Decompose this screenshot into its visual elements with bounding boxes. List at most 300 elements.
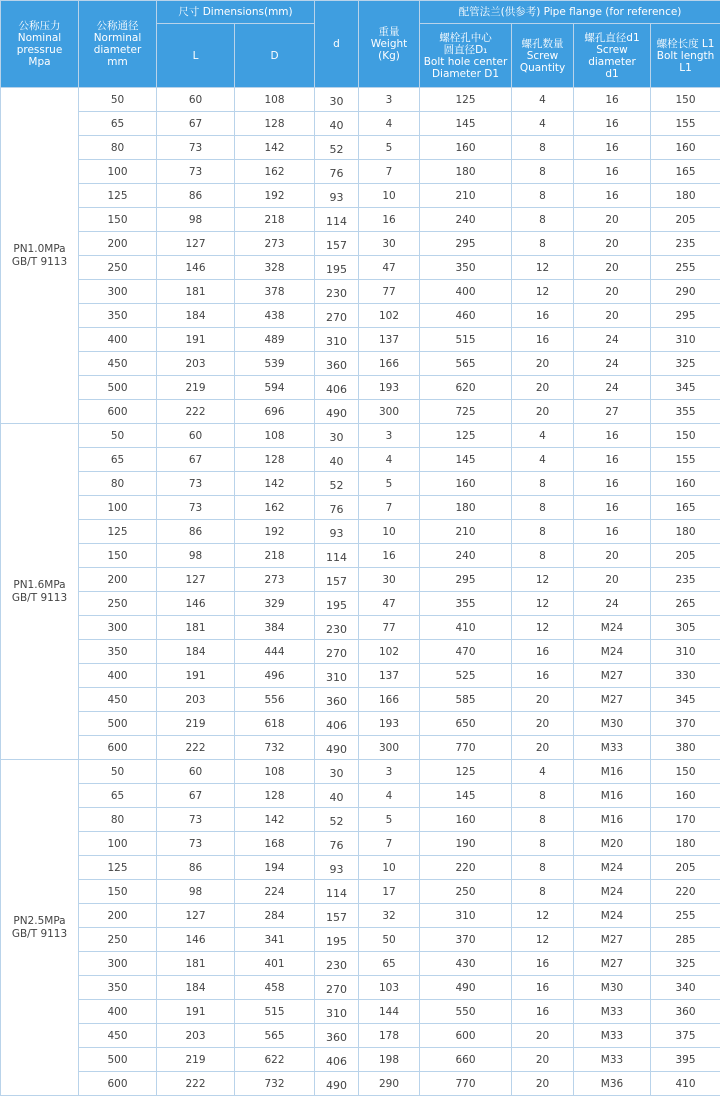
cell-L1: 345: [651, 376, 720, 400]
cell-quantity: 8: [512, 136, 574, 160]
cell-d: 76: [315, 496, 359, 520]
cell-D: 328: [235, 256, 315, 280]
cell-L: 73: [157, 160, 235, 184]
cell-d: 40: [315, 448, 359, 472]
cell-D1: 470: [420, 640, 512, 664]
cell-D1: 145: [420, 448, 512, 472]
cell-L: 73: [157, 472, 235, 496]
table-row: [1, 736, 720, 760]
cell-weight: 7: [359, 832, 420, 856]
cell-weight: 102: [359, 304, 420, 328]
table-row: [1, 304, 720, 328]
cell-diameter: 250: [79, 592, 157, 616]
cell-D: 622: [235, 1048, 315, 1072]
cell-D1: 250: [420, 880, 512, 904]
cell-weight: 5: [359, 472, 420, 496]
cell-L: 184: [157, 304, 235, 328]
cell-diameter: 400: [79, 1000, 157, 1024]
header-pressure: 公称压力 Nominal pressrue Mpa: [1, 1, 79, 88]
cell-D: 168: [235, 832, 315, 856]
cell-weight: 300: [359, 400, 420, 424]
cell-D1: 430: [420, 952, 512, 976]
cell-L1: 310: [651, 328, 720, 352]
table-row: [1, 904, 720, 928]
cell-diameter: 400: [79, 664, 157, 688]
cell-quantity: 4: [512, 112, 574, 136]
cell-L: 222: [157, 1072, 235, 1096]
cell-weight: 65: [359, 952, 420, 976]
cell-L: 86: [157, 520, 235, 544]
cell-quantity: 20: [512, 376, 574, 400]
header-quantity: 螺孔数量 Screw Quantity: [512, 24, 574, 88]
cell-d: 230: [315, 952, 359, 976]
table-row: [1, 496, 720, 520]
cell-quantity: 8: [512, 232, 574, 256]
cell-quantity: 4: [512, 760, 574, 784]
table-row: [1, 232, 720, 256]
cell-d: 40: [315, 112, 359, 136]
cell-d1: M24: [574, 640, 651, 664]
cell-diameter: 150: [79, 544, 157, 568]
cell-D: 128: [235, 448, 315, 472]
cell-diameter: 450: [79, 352, 157, 376]
cell-D: 732: [235, 736, 315, 760]
table-row: [1, 352, 720, 376]
cell-D1: 190: [420, 832, 512, 856]
cell-L: 146: [157, 928, 235, 952]
cell-L: 73: [157, 808, 235, 832]
cell-D1: 160: [420, 808, 512, 832]
cell-L1: 235: [651, 568, 720, 592]
cell-d1: 16: [574, 112, 651, 136]
cell-quantity: 16: [512, 664, 574, 688]
cell-L1: 235: [651, 232, 720, 256]
cell-quantity: 16: [512, 304, 574, 328]
cell-diameter: 150: [79, 208, 157, 232]
cell-quantity: 8: [512, 208, 574, 232]
cell-D1: 525: [420, 664, 512, 688]
cell-D: 401: [235, 952, 315, 976]
cell-D1: 180: [420, 496, 512, 520]
cell-quantity: 20: [512, 400, 574, 424]
cell-d: 270: [315, 976, 359, 1000]
cell-L: 146: [157, 592, 235, 616]
cell-quantity: 16: [512, 328, 574, 352]
cell-L1: 155: [651, 112, 720, 136]
cell-D1: 295: [420, 568, 512, 592]
cell-quantity: 20: [512, 352, 574, 376]
header-D: D: [235, 24, 315, 88]
cell-quantity: 8: [512, 496, 574, 520]
cell-weight: 10: [359, 184, 420, 208]
header-L: L: [157, 24, 235, 88]
table-row: [1, 1072, 720, 1096]
cell-D: 128: [235, 784, 315, 808]
cell-quantity: 12: [512, 592, 574, 616]
cell-d: 310: [315, 664, 359, 688]
cell-quantity: 4: [512, 424, 574, 448]
cell-weight: 47: [359, 256, 420, 280]
cell-d1: 16: [574, 448, 651, 472]
cell-D1: 620: [420, 376, 512, 400]
cell-quantity: 8: [512, 544, 574, 568]
cell-d: 230: [315, 280, 359, 304]
cell-L1: 170: [651, 808, 720, 832]
cell-d: 490: [315, 736, 359, 760]
cell-D1: 660: [420, 1048, 512, 1072]
cell-L: 191: [157, 1000, 235, 1024]
table-row: [1, 208, 720, 232]
cell-D1: 370: [420, 928, 512, 952]
cell-D: 108: [235, 760, 315, 784]
cell-d: 310: [315, 328, 359, 352]
cell-diameter: 350: [79, 976, 157, 1000]
cell-d1: 24: [574, 352, 651, 376]
cell-D1: 600: [420, 1024, 512, 1048]
table-row: [1, 784, 720, 808]
cell-L1: 160: [651, 784, 720, 808]
cell-d: 40: [315, 784, 359, 808]
cell-weight: 290: [359, 1072, 420, 1096]
cell-d: 195: [315, 928, 359, 952]
cell-diameter: 200: [79, 904, 157, 928]
cell-D1: 160: [420, 472, 512, 496]
cell-diameter: 125: [79, 856, 157, 880]
table-row: [1, 1000, 720, 1024]
header-diameter: 公称通径 Norminal diameter mm: [79, 1, 157, 88]
cell-L: 73: [157, 136, 235, 160]
cell-weight: 16: [359, 544, 420, 568]
cell-quantity: 20: [512, 712, 574, 736]
cell-D: 218: [235, 208, 315, 232]
cell-d: 93: [315, 184, 359, 208]
cell-diameter: 125: [79, 184, 157, 208]
cell-d: 52: [315, 136, 359, 160]
cell-quantity: 16: [512, 976, 574, 1000]
cell-d: 195: [315, 256, 359, 280]
cell-d: 157: [315, 904, 359, 928]
cell-L1: 345: [651, 688, 720, 712]
cell-quantity: 20: [512, 736, 574, 760]
cell-D: 341: [235, 928, 315, 952]
table-row: [1, 328, 720, 352]
table-row: [1, 544, 720, 568]
table-row: [1, 256, 720, 280]
cell-d1: 16: [574, 88, 651, 112]
cell-L1: 165: [651, 496, 720, 520]
cell-D1: 550: [420, 1000, 512, 1024]
cell-D: 284: [235, 904, 315, 928]
cell-L1: 310: [651, 640, 720, 664]
cell-D1: 220: [420, 856, 512, 880]
table-row: [1, 712, 720, 736]
cell-d1: M24: [574, 616, 651, 640]
cell-D1: 125: [420, 88, 512, 112]
cell-diameter: 350: [79, 304, 157, 328]
cell-weight: 10: [359, 856, 420, 880]
cell-L1: 255: [651, 904, 720, 928]
cell-diameter: 150: [79, 880, 157, 904]
cell-L1: 295: [651, 304, 720, 328]
cell-d: 93: [315, 520, 359, 544]
cell-quantity: 4: [512, 88, 574, 112]
table-row: [1, 664, 720, 688]
table-header: [1, 1, 720, 88]
cell-D: 329: [235, 592, 315, 616]
cell-diameter: 100: [79, 496, 157, 520]
cell-D: 444: [235, 640, 315, 664]
cell-d1: 16: [574, 472, 651, 496]
cell-D: 732: [235, 1072, 315, 1096]
cell-d1: M27: [574, 688, 651, 712]
cell-weight: 3: [359, 424, 420, 448]
table-row: [1, 424, 720, 448]
cell-diameter: 200: [79, 568, 157, 592]
cell-d: 52: [315, 472, 359, 496]
cell-weight: 30: [359, 232, 420, 256]
cell-D1: 240: [420, 208, 512, 232]
cell-d1: M24: [574, 856, 651, 880]
cell-weight: 4: [359, 448, 420, 472]
table-row: [1, 280, 720, 304]
cell-D: 162: [235, 160, 315, 184]
cell-diameter: 500: [79, 1048, 157, 1072]
cell-d: 30: [315, 424, 359, 448]
cell-d: 52: [315, 808, 359, 832]
cell-quantity: 12: [512, 928, 574, 952]
cell-D: 696: [235, 400, 315, 424]
cell-weight: 47: [359, 592, 420, 616]
cell-d: 490: [315, 400, 359, 424]
cell-L: 73: [157, 832, 235, 856]
cell-L: 219: [157, 712, 235, 736]
cell-d: 310: [315, 1000, 359, 1024]
table-row: [1, 88, 720, 112]
header-D1: 螺栓孔中心 圆直径D₁ Bolt hole center Diameter D1: [420, 24, 512, 88]
cell-L1: 305: [651, 616, 720, 640]
cell-D1: 160: [420, 136, 512, 160]
cell-quantity: 12: [512, 568, 574, 592]
cell-d1: 20: [574, 208, 651, 232]
cell-L1: 165: [651, 160, 720, 184]
cell-D: 384: [235, 616, 315, 640]
cell-D: 556: [235, 688, 315, 712]
cell-weight: 7: [359, 496, 420, 520]
cell-L1: 375: [651, 1024, 720, 1048]
table-row: [1, 184, 720, 208]
cell-L1: 395: [651, 1048, 720, 1072]
cell-d1: 20: [574, 280, 651, 304]
cell-D: 458: [235, 976, 315, 1000]
cell-D: 128: [235, 112, 315, 136]
cell-D: 192: [235, 184, 315, 208]
cell-d1: M30: [574, 712, 651, 736]
cell-d: 114: [315, 880, 359, 904]
cell-weight: 7: [359, 160, 420, 184]
cell-quantity: 4: [512, 448, 574, 472]
cell-D1: 770: [420, 1072, 512, 1096]
cell-d: 270: [315, 640, 359, 664]
cell-D: 142: [235, 136, 315, 160]
cell-L1: 265: [651, 592, 720, 616]
cell-d: 195: [315, 592, 359, 616]
cell-L1: 180: [651, 520, 720, 544]
table-row: [1, 592, 720, 616]
cell-L: 191: [157, 664, 235, 688]
cell-d1: M33: [574, 736, 651, 760]
cell-d1: 16: [574, 160, 651, 184]
cell-diameter: 200: [79, 232, 157, 256]
cell-D: 618: [235, 712, 315, 736]
cell-quantity: 20: [512, 1048, 574, 1072]
cell-quantity: 8: [512, 808, 574, 832]
cell-quantity: 20: [512, 688, 574, 712]
cell-d1: 24: [574, 592, 651, 616]
cell-D: 594: [235, 376, 315, 400]
cell-D1: 125: [420, 760, 512, 784]
cell-weight: 17: [359, 880, 420, 904]
cell-D1: 400: [420, 280, 512, 304]
header-weight: 重量 Weight (Kg): [359, 1, 420, 88]
table-row: [1, 160, 720, 184]
cell-diameter: 600: [79, 400, 157, 424]
header-flange: 配管法兰(供参考) Pipe flange (for reference): [420, 1, 720, 24]
cell-weight: 10: [359, 520, 420, 544]
cell-D1: 210: [420, 520, 512, 544]
cell-L1: 410: [651, 1072, 720, 1096]
cell-L1: 150: [651, 88, 720, 112]
cell-quantity: 12: [512, 256, 574, 280]
cell-D1: 725: [420, 400, 512, 424]
cell-L: 146: [157, 256, 235, 280]
cell-D1: 350: [420, 256, 512, 280]
cell-d: 360: [315, 352, 359, 376]
cell-L: 67: [157, 784, 235, 808]
cell-diameter: 65: [79, 448, 157, 472]
table-body: [1, 88, 720, 1096]
table-row: [1, 760, 720, 784]
cell-D1: 145: [420, 784, 512, 808]
table-row: [1, 520, 720, 544]
cell-diameter: 80: [79, 136, 157, 160]
cell-d1: M27: [574, 664, 651, 688]
cell-d1: 16: [574, 184, 651, 208]
cell-L1: 325: [651, 952, 720, 976]
cell-quantity: 12: [512, 904, 574, 928]
cell-L1: 155: [651, 448, 720, 472]
cell-weight: 137: [359, 328, 420, 352]
cell-L: 184: [157, 976, 235, 1000]
cell-D1: 565: [420, 352, 512, 376]
cell-quantity: 8: [512, 856, 574, 880]
cell-L: 181: [157, 280, 235, 304]
cell-D: 496: [235, 664, 315, 688]
cell-L1: 340: [651, 976, 720, 1000]
cell-D: 108: [235, 88, 315, 112]
cell-D1: 125: [420, 424, 512, 448]
cell-L: 86: [157, 184, 235, 208]
cell-L1: 325: [651, 352, 720, 376]
cell-d: 114: [315, 544, 359, 568]
cell-L1: 330: [651, 664, 720, 688]
cell-weight: 103: [359, 976, 420, 1000]
table-row: [1, 928, 720, 952]
cell-D1: 180: [420, 160, 512, 184]
cell-d1: 16: [574, 496, 651, 520]
cell-d1: 20: [574, 256, 651, 280]
cell-d1: M27: [574, 928, 651, 952]
cell-quantity: 8: [512, 520, 574, 544]
cell-L1: 360: [651, 1000, 720, 1024]
cell-d1: M24: [574, 880, 651, 904]
cell-L: 127: [157, 232, 235, 256]
cell-diameter: 500: [79, 376, 157, 400]
cell-D: 108: [235, 424, 315, 448]
cell-D: 194: [235, 856, 315, 880]
cell-diameter: 125: [79, 520, 157, 544]
cell-d1: M20: [574, 832, 651, 856]
cell-quantity: 8: [512, 832, 574, 856]
cell-d1: 24: [574, 328, 651, 352]
header-L1: 螺栓长度 L1 Bolt length L1: [651, 24, 720, 88]
cell-d1: 16: [574, 424, 651, 448]
cell-d: 270: [315, 304, 359, 328]
cell-diameter: 500: [79, 712, 157, 736]
cell-L: 60: [157, 760, 235, 784]
cell-weight: 3: [359, 88, 420, 112]
pressure-cell: PN1.6MPa GB/T 9113: [1, 424, 79, 760]
pressure-cell: PN2.5MPa GB/T 9113: [1, 760, 79, 1096]
cell-d: 30: [315, 760, 359, 784]
cell-L: 67: [157, 112, 235, 136]
cell-diameter: 300: [79, 280, 157, 304]
cell-quantity: 12: [512, 280, 574, 304]
cell-L1: 285: [651, 928, 720, 952]
cell-diameter: 300: [79, 952, 157, 976]
cell-D: 438: [235, 304, 315, 328]
cell-D1: 210: [420, 184, 512, 208]
cell-D: 162: [235, 496, 315, 520]
cell-weight: 102: [359, 640, 420, 664]
cell-L1: 150: [651, 424, 720, 448]
cell-d: 157: [315, 232, 359, 256]
cell-L: 222: [157, 736, 235, 760]
cell-weight: 32: [359, 904, 420, 928]
cell-d1: M30: [574, 976, 651, 1000]
cell-d: 406: [315, 1048, 359, 1072]
table-row: [1, 832, 720, 856]
cell-quantity: 8: [512, 160, 574, 184]
cell-L: 191: [157, 328, 235, 352]
table-row: [1, 856, 720, 880]
table-row: [1, 616, 720, 640]
cell-D1: 770: [420, 736, 512, 760]
cell-weight: 193: [359, 376, 420, 400]
cell-L1: 180: [651, 832, 720, 856]
cell-weight: 5: [359, 808, 420, 832]
cell-diameter: 50: [79, 88, 157, 112]
cell-L1: 180: [651, 184, 720, 208]
cell-D1: 410: [420, 616, 512, 640]
cell-L1: 205: [651, 208, 720, 232]
cell-L: 60: [157, 88, 235, 112]
table-row: [1, 568, 720, 592]
cell-d1: M36: [574, 1072, 651, 1096]
cell-diameter: 450: [79, 688, 157, 712]
cell-D1: 310: [420, 904, 512, 928]
cell-D: 273: [235, 232, 315, 256]
cell-D: 224: [235, 880, 315, 904]
